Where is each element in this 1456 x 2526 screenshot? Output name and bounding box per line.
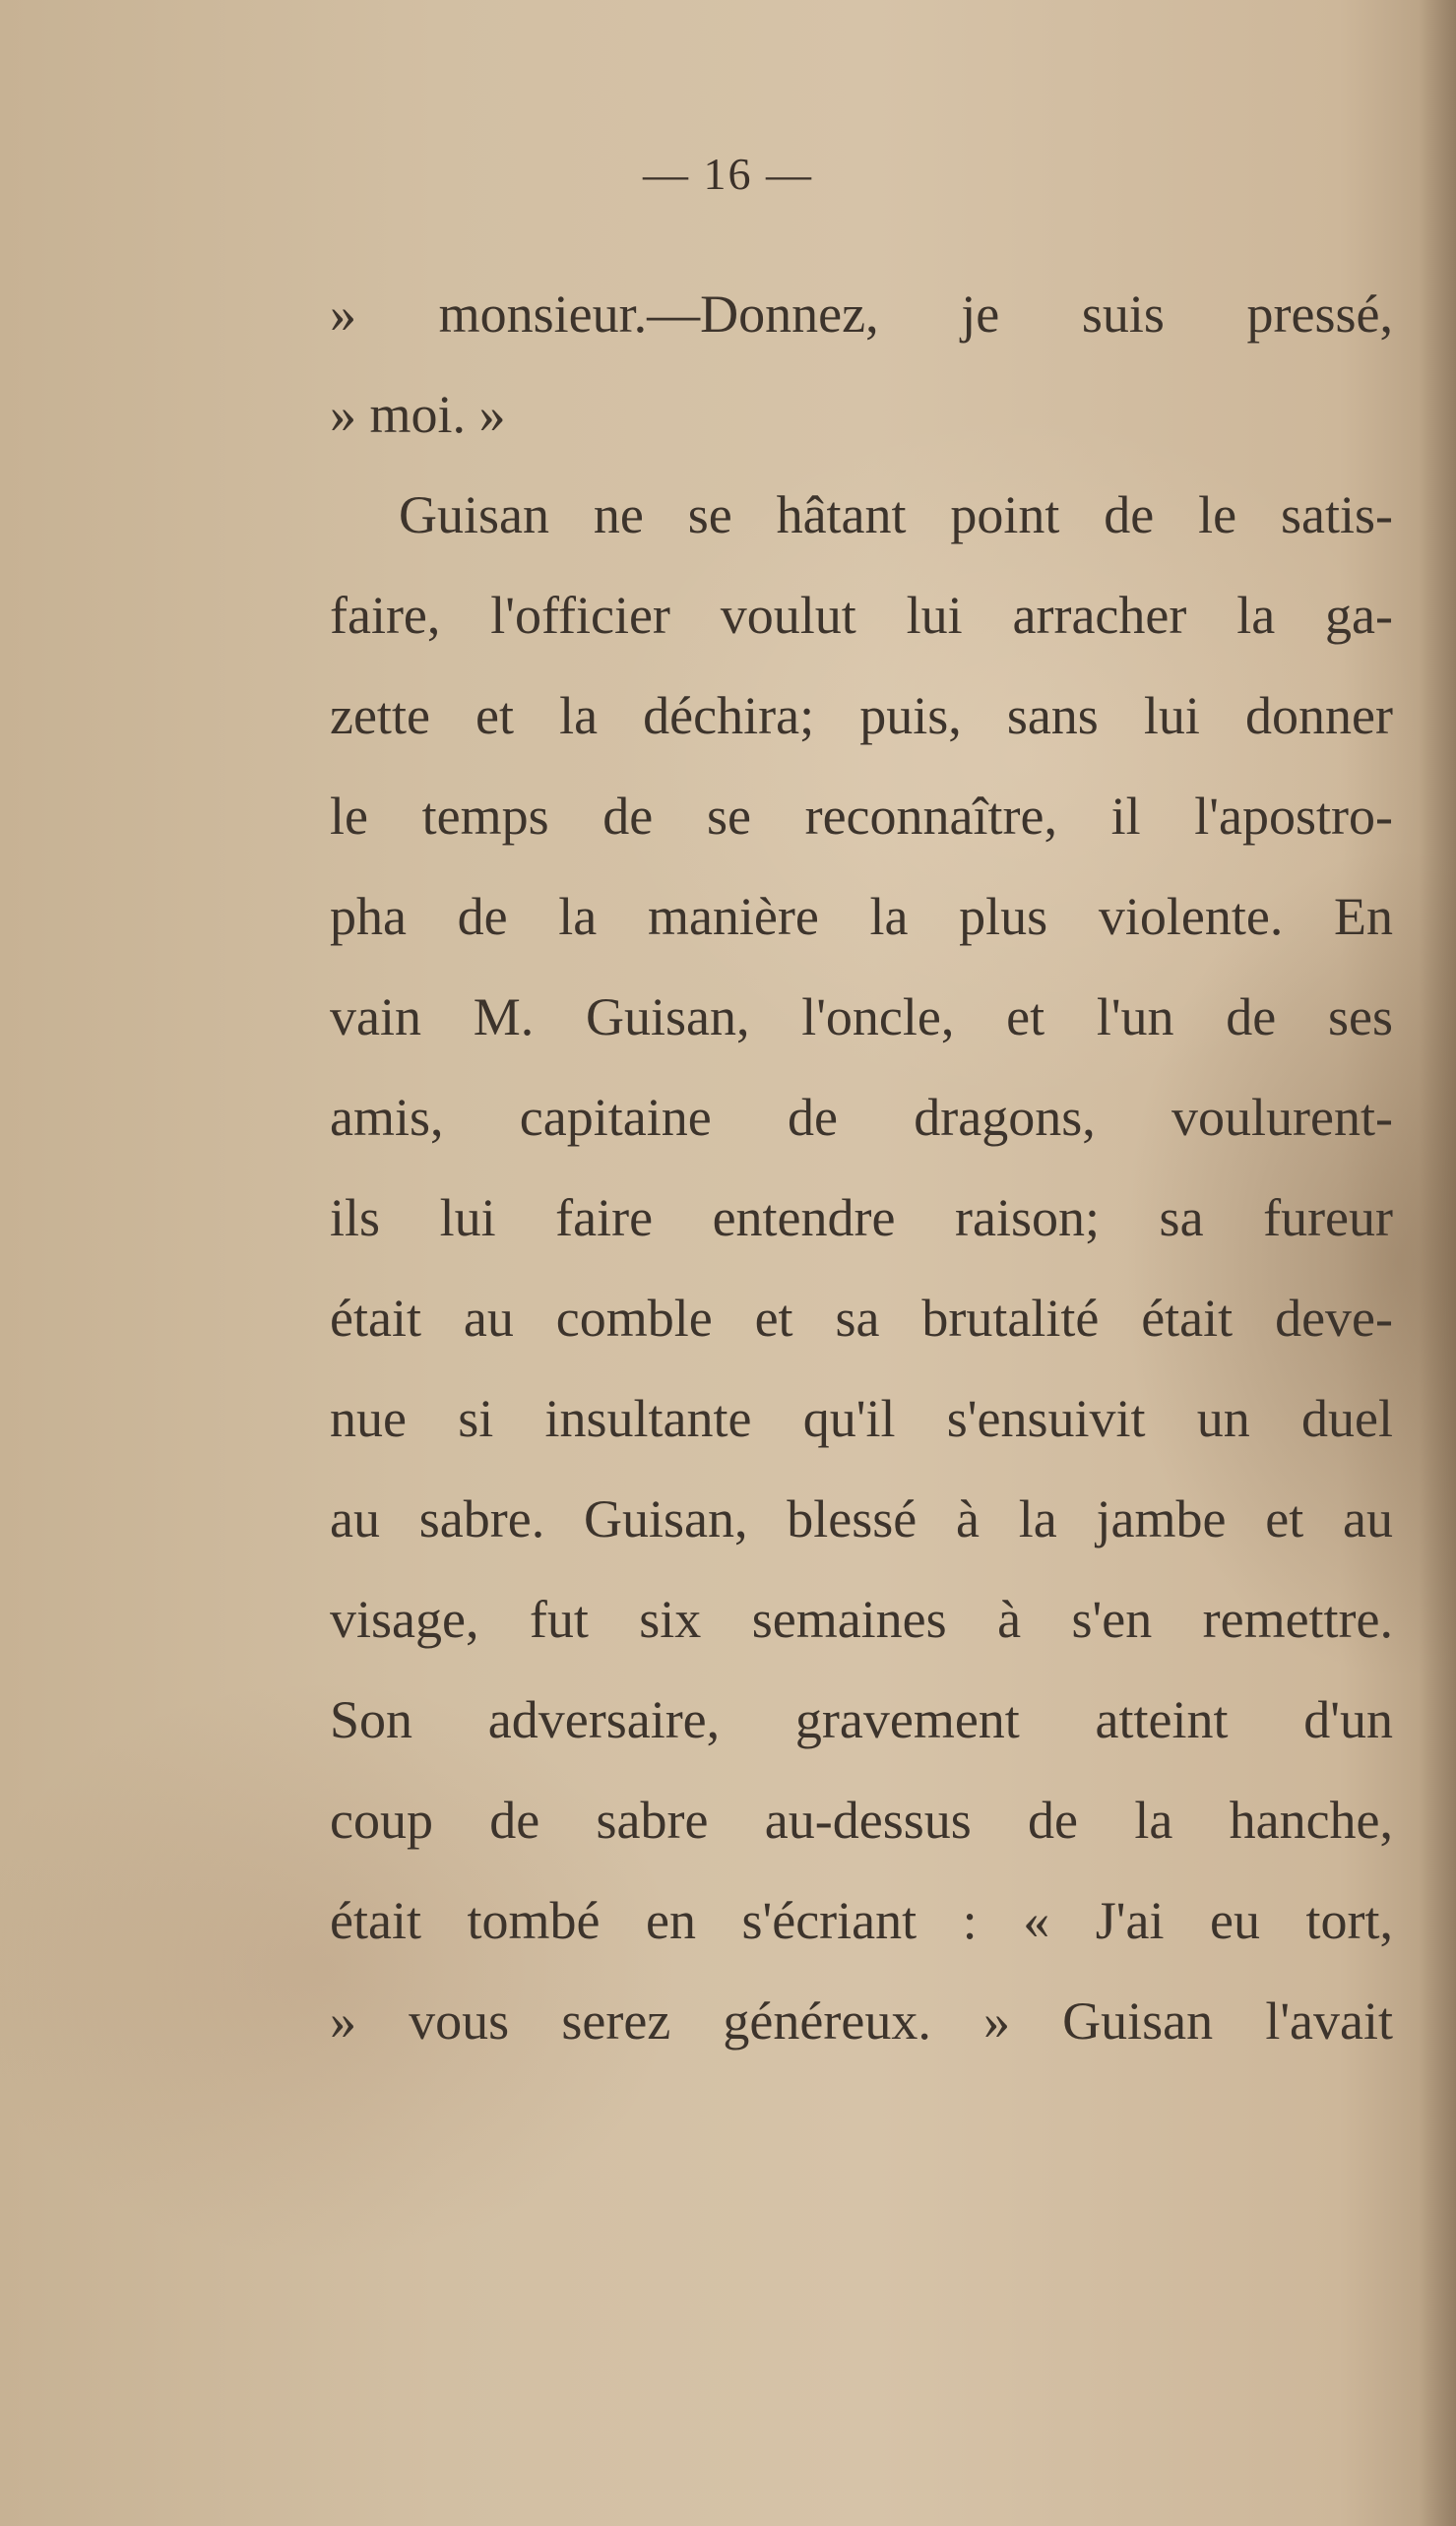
- text-line-13: au sabre. Guisan, blessé à la jambe et au: [330, 1489, 1393, 1548]
- page-number: — 16 —: [643, 149, 813, 199]
- page-edge-shadow: [1419, 0, 1456, 2526]
- text-line-2: » moi. »: [330, 385, 506, 444]
- text-line-17: était tombé en s'écriant : « J'ai eu tort,: [330, 1891, 1393, 1950]
- body-text: [330, 264, 1393, 2071]
- text-line-3: Guisan ne se hâtant point de le satis-: [399, 485, 1393, 544]
- text-line-12: nue si insultante qu'il s'ensuivit un duel: [330, 1389, 1393, 1448]
- text-line-9: amis, capitaine de dragons, voulurent-: [330, 1088, 1393, 1147]
- text-line-8: vain M. Guisan, l'oncle, et l'un de ses: [330, 987, 1393, 1046]
- text-line-18: » vous serez généreux. » Guisan l'avait: [330, 1991, 1393, 2051]
- text-line-7: pha de la manière la plus violente. En: [330, 887, 1393, 946]
- text-line-10: ils lui faire entendre raison; sa fureur: [330, 1188, 1393, 1247]
- text-line-16: coup de sabre au-dessus de la hanche,: [330, 1791, 1393, 1850]
- text-line-15: Son adversaire, gravement atteint d'un: [330, 1690, 1393, 1749]
- text-line-1: » monsieur.—Donnez, je suis pressé,: [330, 284, 1393, 344]
- text-line-14: visage, fut six semaines à s'en remettre.: [330, 1590, 1393, 1649]
- text-line-11: était au comble et sa brutalité était deve-: [330, 1289, 1393, 1348]
- text-line-6: le temps de se reconnaître, il l'apostro-: [330, 787, 1393, 846]
- text-line-4: faire, l'officier voulut lui arracher la ga-: [330, 586, 1393, 645]
- text-line-5: zette et la déchira; puis, sans lui donner: [330, 686, 1393, 745]
